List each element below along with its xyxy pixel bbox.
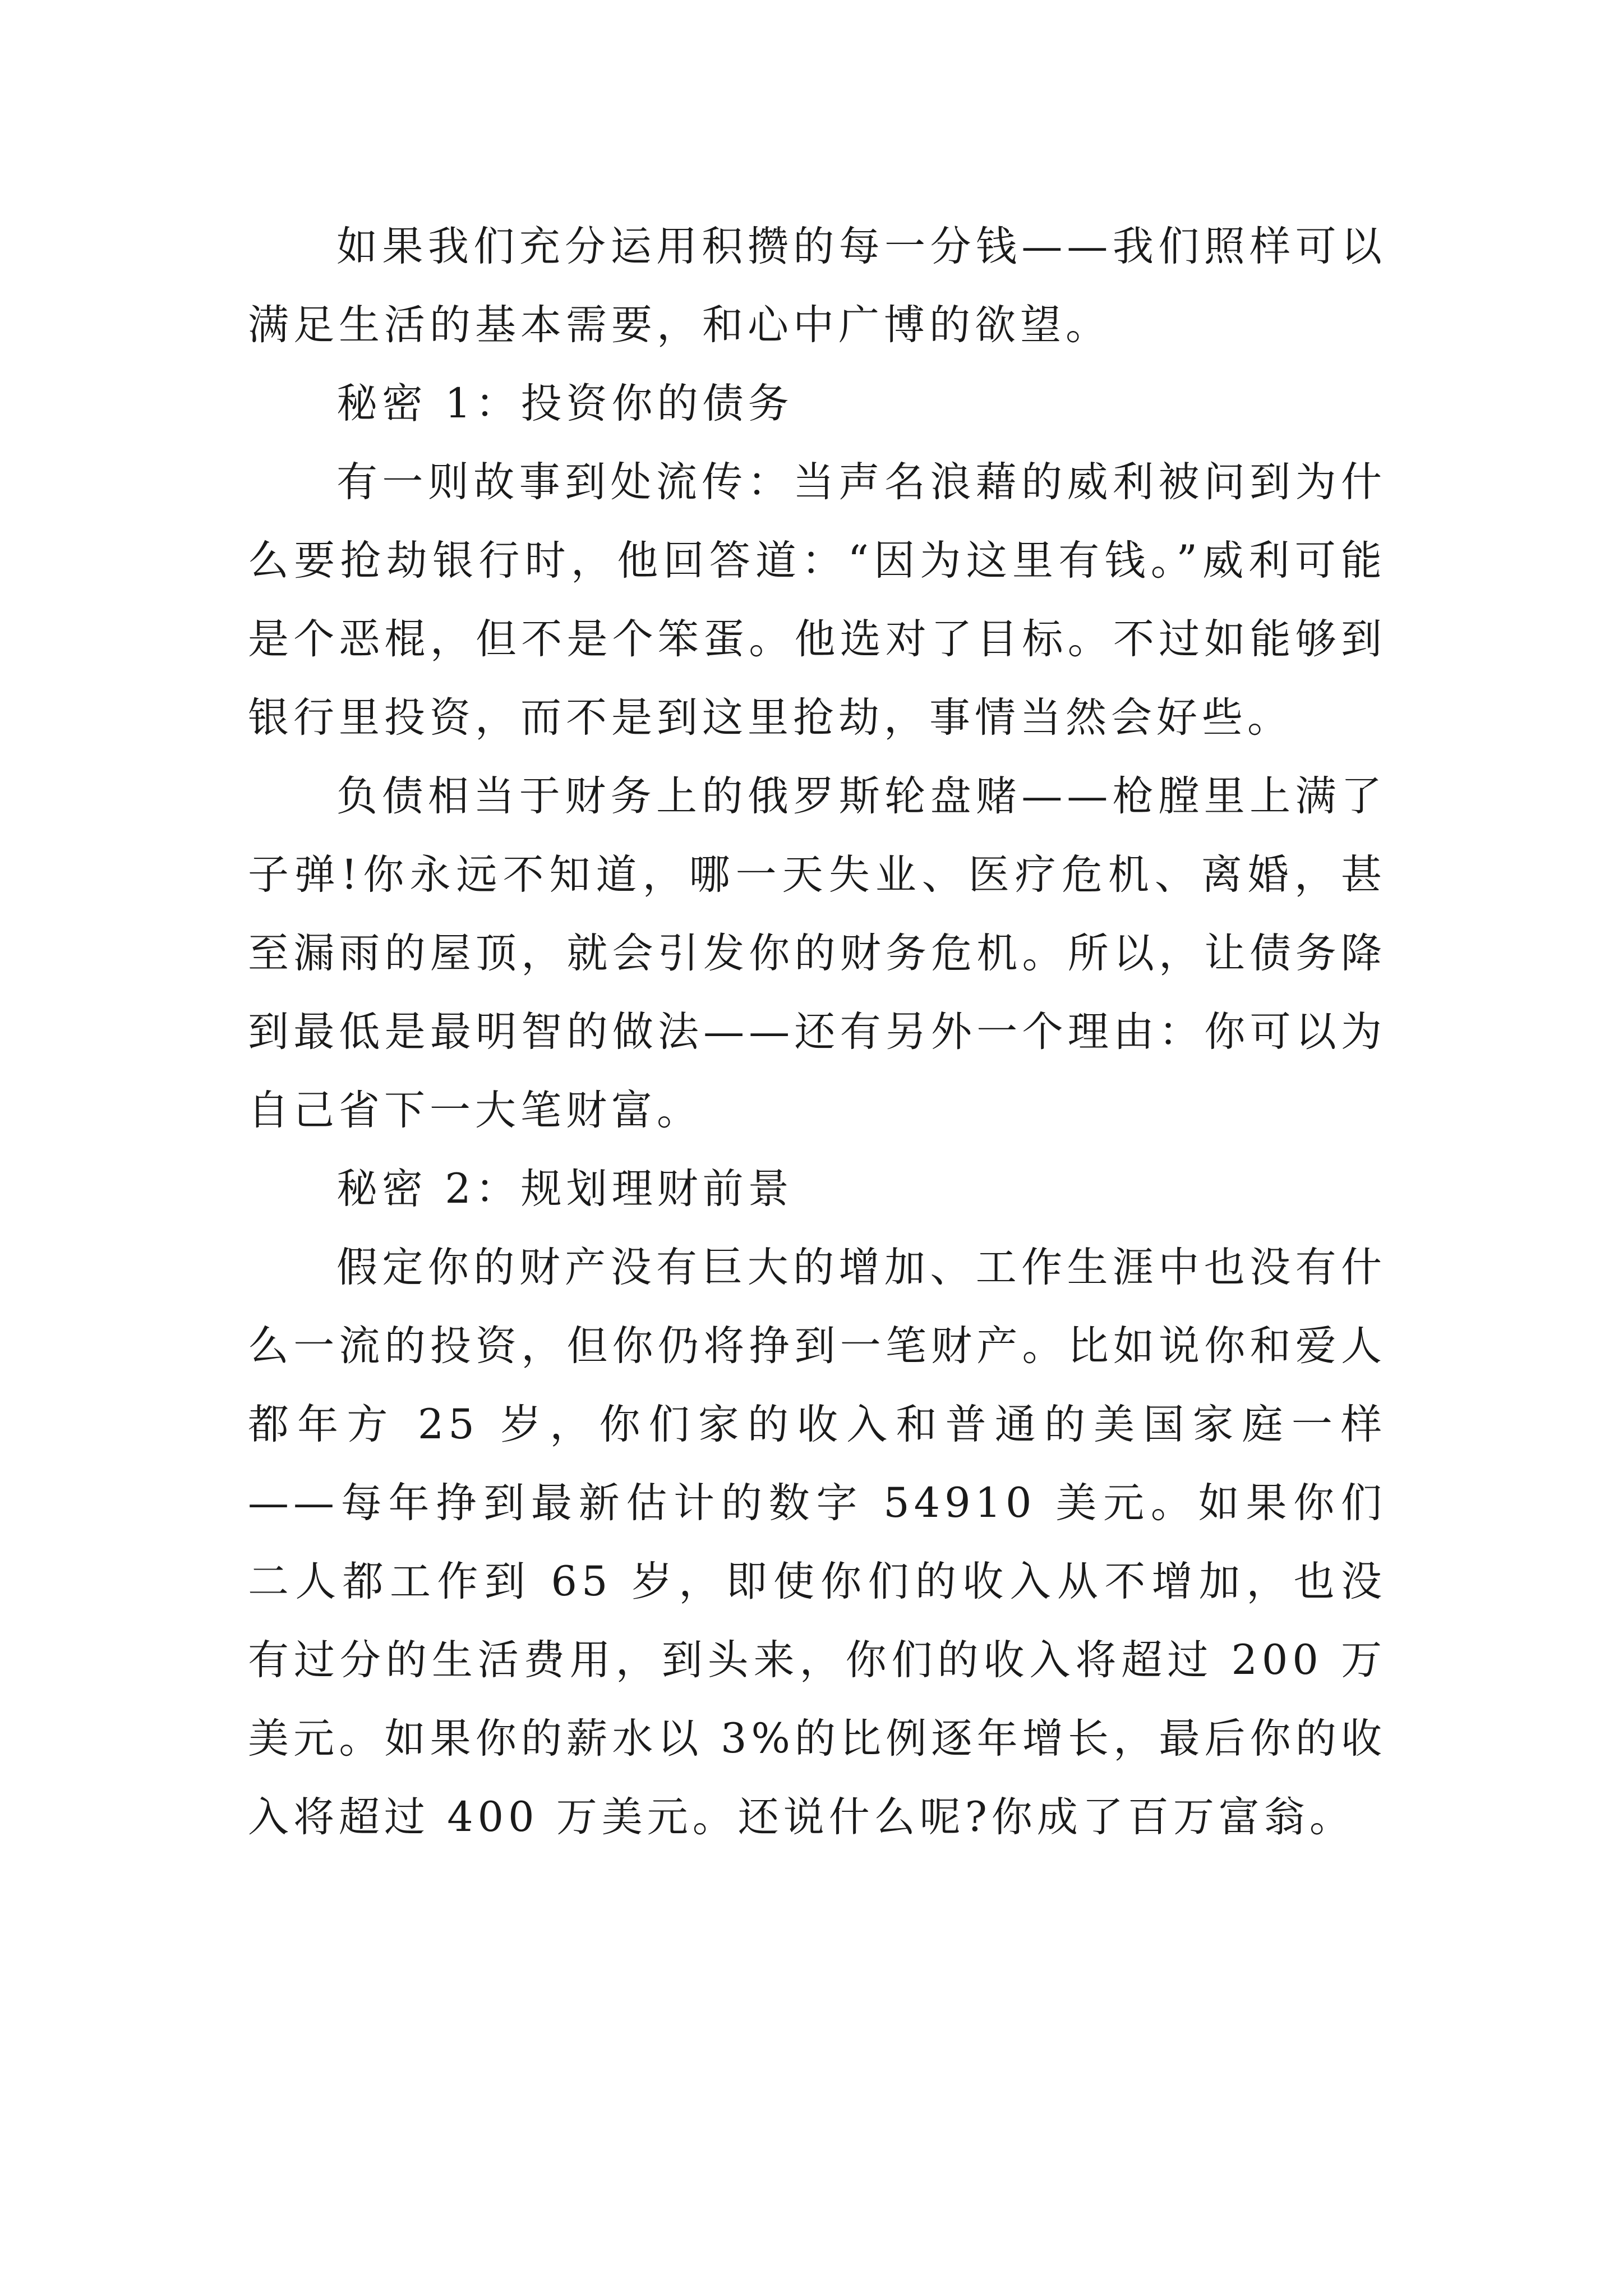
paragraph-financial-outlook: 假定你的财产没有巨大的增加、工作生涯中也没有什么一流的投资，但你仍将挣到一笔财产。比如说你和爱人都年方 25 岁，你们家的收入和普通的美国家庭一样——每年挣到最新估计的数字 54910 美元。如果你们二人都工作到 65 岁，即使你们的收入从不增加，也没有过分的生活费用，到头来，你们的收入将超过 200 万美元。如果你的薪水以 3%的比例逐年增长，最后你的收入将超过 400 万美元。还说什么呢?你成了百万富翁。	[248, 1244, 1386, 1841]
paragraph-bank-story: 有一则故事到处流传：当声名浪藉的威利被问到为什么要抢劫银行时，他回答道：“因为这里有钱。”威利可能是个恶棍，但不是个笨蛋。他选对了目标。不过如能够到银行里投资，而不是到这里抢劫，事情当然会好些。	[248, 458, 1386, 742]
section-heading-secret-1: 秘密 1：投资你的债务	[336, 380, 794, 427]
document-body	[248, 208, 1386, 1857]
paragraph-debt-roulette: 负债相当于财务上的俄罗斯轮盘赌——枪膛里上满了子弹!你永远不知道，哪一天失业、医疗危机、离婚，甚至漏雨的屋顶，就会引发你的财务危机。所以，让债务降到最低是最明智的做法——还有另外一个理由：你可以为自己省下一大笔财富。	[248, 772, 1386, 1134]
paragraph-intro: 如果我们充分运用积攒的每一分钱——我们照样可以满足生活的基本需要，和心中广博的欲望。	[248, 223, 1386, 349]
section-heading-secret-2: 秘密 2：规划理财前景	[336, 1165, 794, 1213]
